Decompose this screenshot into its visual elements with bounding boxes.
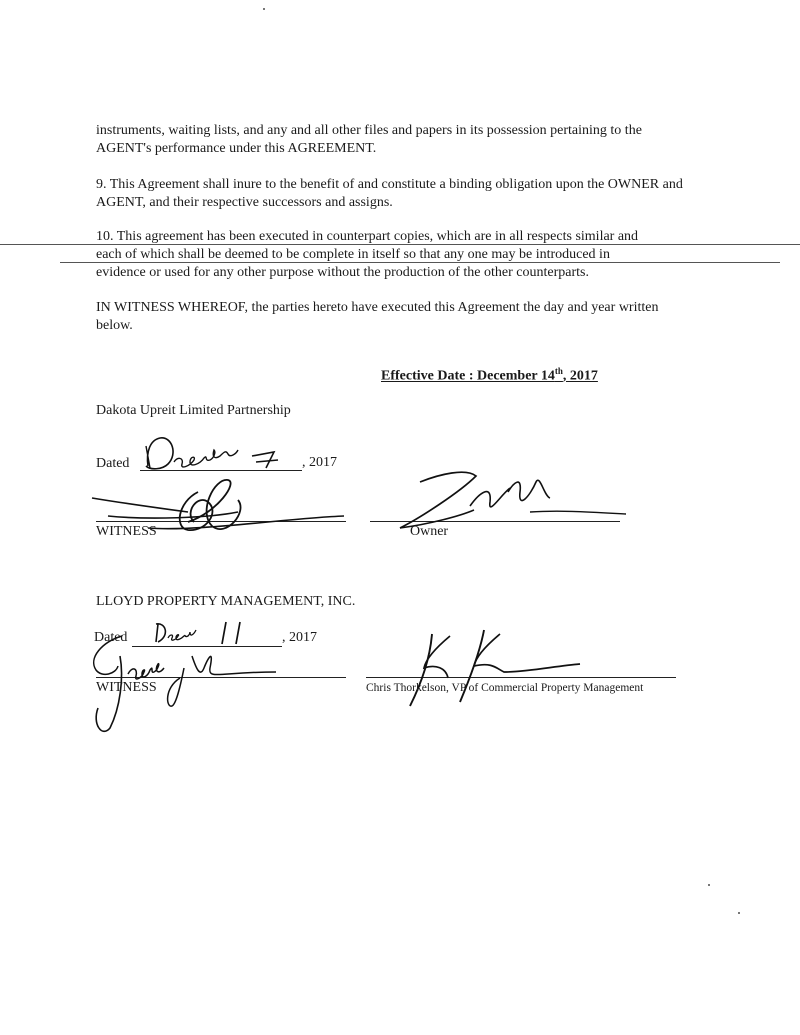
effective-date-year: , 2017 [562,368,598,384]
agent-dated-year: , 2017 [282,630,317,645]
owner-witness-label: WITNESS [96,524,157,539]
owner-label: Owner [410,524,449,539]
effective-date-suffix: th [554,366,563,376]
scan-streak [60,262,780,263]
agent-witness-label: WITNESS [96,680,157,695]
paragraph-8-tail [96,122,696,158]
owner-handwritten-date [138,432,298,476]
effective-date-label: Effective Date : December 14 [381,368,555,384]
paragraph-text: instruments, waiting lists, and any and all other files and papers in its possession pertaining to the AGENT's performance under this AGREEMENT. [96,123,642,156]
paragraph-10 [96,228,716,282]
effective-date [381,366,598,385]
paragraph-10-line-1: 10. This agreement has been executed in counterpart copies, which are in all respects similar and [96,229,639,244]
agent-signatory: Chris Thorkelson, VP of Commercial Property Management [366,682,644,694]
owner-dated-year: , 2017 [302,455,337,470]
paragraph-text: 9. This Agreement shall inure to the benefit of and constitute a binding obligation upon the OWNER and AGENT, and their respective successors and assigns. [96,177,683,210]
agent-party-name: LLOYD PROPERTY MANAGEMENT, INC. [96,594,356,609]
agent-dated-label: Dated [94,630,128,645]
scan-speck [738,912,740,914]
paragraph-10-line-2: each of which shall be deemed to be complete in itself so that any one may be introduced in [96,247,610,262]
paragraph-text: IN WITNESS WHEREOF, the parties hereto have executed this Agreement the day and year written below. [96,300,659,333]
witness-clause [96,299,676,335]
paragraph-10-line-3: evidence or used for any other purpose without the production of the other counterparts. [96,265,589,280]
owner-dated-label: Dated [96,456,130,471]
scan-streak [0,244,800,245]
scan-speck [708,884,710,886]
agent-signature [396,622,586,712]
paragraph-9 [96,176,696,212]
owner-party-name: Dakota Upreit Limited Partnership [96,403,291,418]
scan-speck [263,8,265,10]
